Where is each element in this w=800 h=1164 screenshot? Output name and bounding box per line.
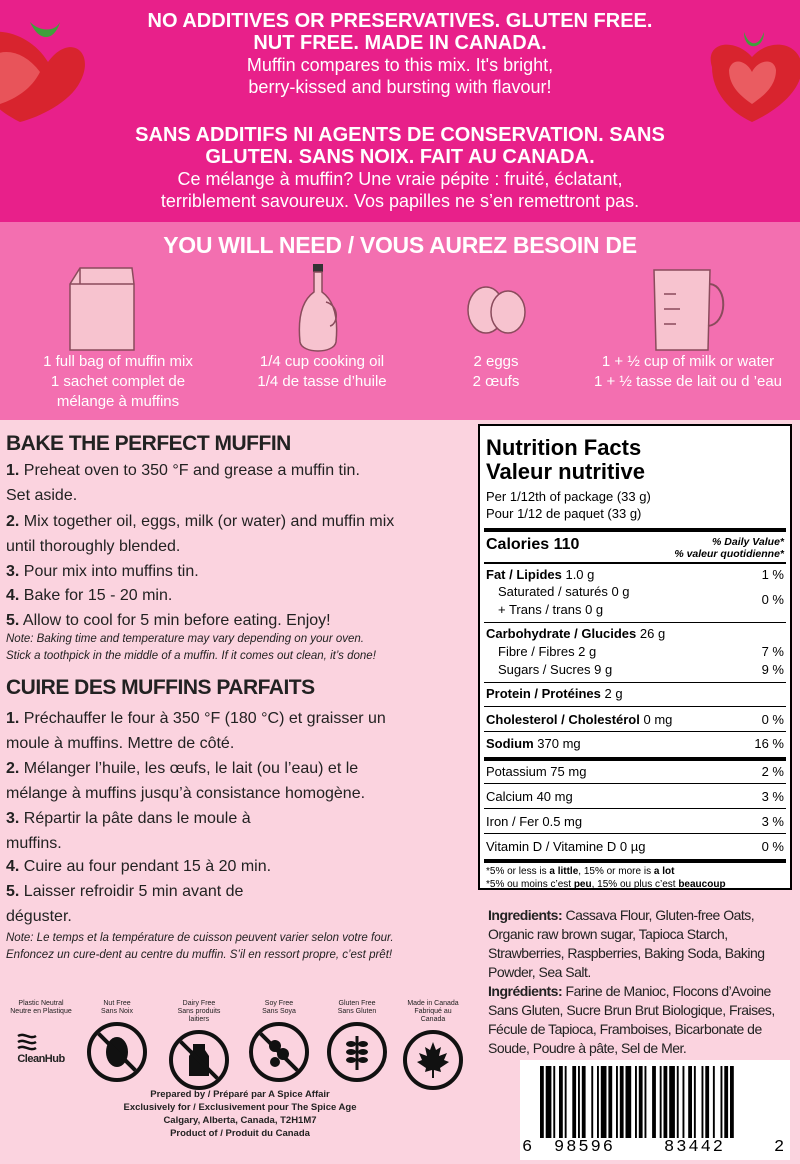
barcode-bar [677, 1066, 679, 1138]
nutrient-label: Potassium 75 mg [486, 764, 587, 779]
step-number: 2. [6, 760, 20, 777]
barcode-bar [591, 1066, 593, 1138]
barcode-bar [683, 1066, 685, 1138]
you-will-need-section [0, 222, 800, 420]
need-item-oil [232, 352, 412, 392]
protein-row [486, 686, 784, 701]
barcode-bar [578, 1066, 580, 1138]
nutrition-title-fr: Valeur nutritive [486, 459, 645, 484]
nutrition-facts-table [478, 424, 792, 890]
step-fr-5 [6, 879, 468, 929]
badge-label-fr: Neutre en Plastique [10, 1008, 72, 1015]
step-text-2: Set aside. [6, 487, 78, 504]
nutrient-label: Calcium 40 mg [486, 789, 573, 804]
serving-fr: Pour 1/12 de paquet (33 g) [486, 506, 642, 521]
need-item-fr-2: mélange à muffins [56, 393, 180, 410]
barcode-bar [721, 1066, 723, 1138]
step-text: Cuire au four pendant 15 à 20 min. [23, 858, 272, 875]
cleanhub-label: CleanHub [17, 1053, 65, 1065]
nutrient-pct: 7 % [761, 644, 784, 659]
step-text: Répartir la pâte dans le moule à [23, 810, 251, 827]
barcode-bar [626, 1066, 632, 1138]
nutrient-label: Sodium [486, 736, 534, 751]
barcode-bar [546, 1066, 552, 1138]
step-text: Mix together oil, eggs, milk (or water) and muffin mix [23, 513, 395, 530]
nutrient-pct: 3 % [761, 789, 784, 804]
banner-text-en-1: Muffin compares to this mix. It's bright, [246, 55, 554, 75]
note-en [6, 631, 468, 665]
banner-text-fr-2: terriblement savoureux. Vos papilles ne s’en remettront pas. [160, 191, 640, 211]
sodium-row [486, 736, 784, 751]
footnote-bold: beaucoup [678, 879, 726, 890]
barcode-bar [702, 1066, 704, 1138]
note-line: Stick a toothpick in the middle of a muffin. If it comes out clean, it’s done! [6, 650, 376, 662]
barcode-bar [572, 1066, 576, 1138]
barcode-bar [601, 1066, 607, 1138]
serving-en: Per 1/12th of package (33 g) [486, 489, 651, 504]
nutrient-pct: 2 % [761, 764, 784, 779]
bake-heading-en: BAKE THE PERFECT MUFFIN [6, 432, 291, 455]
bake-heading-fr: CUIRE DES MUFFINS PARFAITS [6, 676, 315, 699]
badge-label: Nut Free [103, 1000, 131, 1007]
footnote-fr [486, 879, 784, 890]
nutrient-label: + Trans / trans 0 g [498, 602, 604, 617]
gluten-free-icon [331, 1026, 383, 1078]
fat-row [486, 567, 784, 582]
badge-label: Plastic Neutral [18, 1000, 64, 1007]
barcode-bar [540, 1066, 544, 1138]
step-text: Bake for 15 - 20 min. [23, 587, 173, 604]
no-dairy-icon [173, 1034, 225, 1086]
step-en-2 [6, 509, 468, 559]
need-item-en: 1 + ½ cup of milk or water [601, 353, 775, 370]
nutrient-amount: 370 mg [537, 736, 581, 751]
banner-heading-en-1: NO ADDITIVES OR PRESERVATIVES. GLUTEN FREE. [147, 10, 653, 32]
step-number: 5. [6, 883, 20, 900]
step-text: Laisser refroidir 5 min avant de [23, 883, 244, 900]
footnote-text: *5% ou moins c’est [486, 879, 574, 890]
nutrient-pct: 0 % [761, 839, 784, 854]
step-number: 5. [6, 612, 20, 629]
cleanhub-logo [16, 1030, 66, 1052]
paper-bag-icon [66, 264, 138, 352]
nutrient-pct: 9 % [761, 662, 784, 677]
badge-label-fr: Sans Soya [262, 1008, 296, 1015]
barcode-bar [582, 1066, 586, 1138]
step-number: 1. [6, 462, 20, 479]
nutrient-amount: 2 g [604, 686, 623, 701]
dv-header [486, 536, 784, 560]
barcode-bar [652, 1066, 656, 1138]
dv-fr: % valeur quotidienne* [674, 548, 784, 560]
barcode-bar [660, 1066, 662, 1138]
nutrient-label: Sugars / Sucres 9 g [498, 662, 613, 677]
barcode-digit-last: 2 [774, 1138, 787, 1157]
calories-row: Calories 110 [486, 536, 580, 553]
need-item-fr: 1 sachet complet de [50, 373, 186, 390]
ingredients-fr [488, 982, 788, 1058]
sugars-row [486, 662, 784, 677]
ingredients-block [488, 906, 788, 1058]
potassium-row [486, 764, 784, 779]
divider [484, 859, 786, 863]
need-item-en: 1/4 cup cooking oil [259, 353, 385, 370]
divider [484, 783, 786, 784]
divider [484, 622, 786, 623]
barcode-bar [597, 1066, 599, 1138]
barcode-bar [664, 1066, 668, 1138]
step-number: 3. [6, 563, 20, 580]
prepared-line: Prepared by / Préparé par A Spice Affair [150, 1089, 330, 1100]
measuring-cup-icon [646, 264, 728, 354]
banner-text-en-2: berry-kissed and bursting with flavour! [248, 77, 552, 97]
nutrient-pct: 1 % [761, 567, 784, 582]
cholesterol-row [486, 712, 784, 727]
ingredients-en [488, 906, 788, 982]
divider [484, 808, 786, 809]
step-text: Préchauffer le four à 350 °F (180 °C) et graisser un [23, 710, 386, 727]
note-line: Note: Le temps et la température de cuisson peuvent varier selon votre four. [6, 932, 394, 944]
calcium-row [486, 789, 784, 804]
ingredients-text: Farine de Manioc, Flocons d’Avoine Sans Gluten, Sucre Brun Brut Biologique, Fraises, Fécule de Tapioca, Framboises, Bicarbonate de Soude, Poudre à pâte, Sel de Mer. [488, 983, 775, 1056]
need-item-fr: 1/4 de tasse d’huile [257, 373, 387, 390]
step-text-2: moule à muffins. Mettre de côté. [6, 735, 235, 752]
badge-label-fr: Fabriqué au Canada [414, 1008, 452, 1023]
badge-plastic-neutral [10, 1000, 72, 1063]
carb-row [486, 626, 784, 641]
need-item-en: 2 eggs [473, 353, 519, 370]
barcode-bar [724, 1066, 728, 1138]
step-en-3 [6, 559, 468, 584]
step-number: 4. [6, 858, 20, 875]
saturated-row: Saturated / saturés 0 g [498, 584, 630, 599]
step-text: Preheat oven to 350 °F and grease a muffin tin. [23, 462, 360, 479]
divider [484, 706, 786, 707]
barcode-bars [520, 1060, 790, 1140]
step-text-2: until thoroughly blended. [6, 538, 181, 555]
nutrient-pct: 0 % [761, 712, 784, 727]
barcode-bar [616, 1066, 618, 1138]
prepared-line: Product of / Produit du Canada [170, 1128, 310, 1139]
footnote-text: , 15% or more is [578, 866, 654, 877]
barcode-bar [645, 1066, 647, 1138]
badge-label-fr: Sans produits laitiers [177, 1008, 221, 1023]
divider [484, 562, 786, 564]
ingredients-text: Cassava Flour, Gluten-free Oats, Organic raw brown sugar, Tapioca Starch, Strawberries, Raspberries, Baking Soda, Baking Powder, Sea Salt. [488, 907, 765, 980]
note-line: Enfoncez un cure-dent au centre du muffin. S’il en ressort propre, c’est prêt! [6, 949, 393, 961]
badge-label-fr: Sans Gluten [337, 1008, 377, 1015]
note-fr [6, 930, 468, 964]
vitamin-d-row [486, 839, 784, 854]
footnote-text: *5% or less is [486, 866, 550, 877]
step-number: 2. [6, 513, 20, 530]
barcode-bar [639, 1066, 643, 1138]
need-item-fr: 1 + ½ tasse de lait ou d ’eau [593, 373, 783, 390]
step-number: 4. [6, 587, 20, 604]
barcode-bar [565, 1066, 567, 1138]
step-fr-3 [6, 806, 468, 856]
footnote-bold: peu [573, 879, 592, 890]
you-will-need-title: YOU WILL NEED / VOUS AUREZ BESOIN DE [163, 232, 637, 258]
nutrient-label: Vitamin D / Vitamine D 0 µg [486, 839, 646, 854]
nutrient-amount: 0 mg [643, 712, 673, 727]
step-fr-4 [6, 854, 468, 879]
step-text-2: muffins. [6, 835, 62, 852]
nutrient-label: Iron / Fer 0.5 mg [486, 814, 583, 829]
barcode-digits-right: 83442 [664, 1138, 726, 1157]
barcode-bar [688, 1066, 692, 1138]
nutrient-label: Cholesterol / Cholestérol [486, 712, 640, 727]
badge-made-in-canada [402, 1000, 464, 1090]
barcode [520, 1060, 790, 1160]
footnote-en [486, 866, 784, 877]
nutrient-label: Fat / Lipides [486, 567, 562, 582]
barcode-bar [620, 1066, 624, 1138]
barcode-digit-first: 6 [522, 1138, 535, 1157]
nutrient-amount: 1.0 g [565, 567, 595, 582]
badge-label: Made in Canada [407, 1000, 459, 1007]
maple-leaf-icon [407, 1034, 459, 1086]
need-item-fr: 2 œufs [472, 373, 520, 390]
banner-heading-fr-2: GLUTEN. SANS NOIX. FAIT AU CANADA. [205, 146, 595, 168]
need-item-milk [576, 352, 800, 392]
barcode-bar [559, 1066, 563, 1138]
prepared-line: Calgary, Alberta, Canada, T2H1M7 [163, 1115, 317, 1126]
badge-label: Soy Free [264, 1000, 294, 1007]
badge-dairy-free [168, 1000, 230, 1090]
barcode-bar [705, 1066, 709, 1138]
step-text: Mélanger l’huile, les œufs, le lait (ou l’eau) et le [23, 760, 359, 777]
nutrient-pct: 16 % [754, 736, 784, 751]
step-text-2: mélange à muffins jusqu’à consistance homogène. [6, 785, 366, 802]
no-nuts-icon [91, 1026, 143, 1078]
nutrient-amount: 26 g [639, 626, 666, 641]
nutrient-label: Protein / Protéines [486, 686, 601, 701]
fat-combined-pct: 0 % [761, 592, 784, 607]
nutrient-label: Fibre / Fibres 2 g [498, 644, 597, 659]
badge-label-fr: Sans Noix [101, 1008, 133, 1015]
dv-en: % Daily Value* [712, 536, 784, 548]
eggs-icon [464, 278, 528, 336]
barcode-bar [635, 1066, 637, 1138]
step-fr-2 [6, 756, 468, 806]
step-en-5 [6, 608, 468, 633]
barcode-bar [730, 1066, 734, 1138]
nutrient-pct: 3 % [761, 814, 784, 829]
banner-heading-fr-1: SANS ADDITIFS NI AGENTS DE CONSERVATION. SANS [135, 124, 665, 146]
barcode-bar [553, 1066, 555, 1138]
footnote-bold: a little [549, 866, 579, 877]
badge-nut-free [86, 1000, 148, 1082]
prepared-by-block [120, 1088, 360, 1140]
no-soy-icon [253, 1026, 305, 1078]
barcode-bar [713, 1066, 715, 1138]
step-number: 3. [6, 810, 20, 827]
nutrient-label: Carbohydrate / Glucides [486, 626, 637, 641]
footnote-text: , 15% ou plus c’est [591, 879, 679, 890]
step-text: Allow to cool for 5 min before eating. Enjoy! [22, 612, 331, 629]
badge-label: Dairy Free [182, 1000, 216, 1007]
need-item-muffin-mix [18, 352, 218, 412]
nutrition-title-en: Nutrition Facts [486, 435, 642, 460]
badge-gluten-free [326, 1000, 388, 1082]
barcode-bar [608, 1066, 612, 1138]
divider [484, 682, 786, 683]
prepared-line: Exclusively for / Exclusivement pour The Spice Age [123, 1102, 357, 1113]
divider [484, 528, 786, 532]
step-en-1 [6, 458, 468, 508]
oil-bottle-icon [296, 262, 340, 356]
badge-label: Gluten Free [338, 1000, 376, 1007]
fibre-row [486, 644, 784, 659]
step-en-4 [6, 583, 468, 608]
step-number: 1. [6, 710, 20, 727]
ingredients-label: Ingredients: [488, 907, 563, 923]
divider [484, 757, 786, 761]
iron-row [486, 814, 784, 829]
barcode-digits-left: 98596 [554, 1138, 616, 1157]
step-text-2: déguster. [6, 908, 72, 925]
banner-heading-en-2: NUT FREE. MADE IN CANADA. [253, 32, 547, 54]
barcode-bar [669, 1066, 675, 1138]
divider [484, 731, 786, 732]
badge-soy-free [248, 1000, 310, 1082]
step-fr-1 [6, 706, 468, 756]
banner-text-fr-1: Ce mélange à muffin? Une vraie pépite : fruité, éclatant, [177, 169, 623, 189]
need-item-en: 1 full bag of muffin mix [43, 353, 193, 370]
ingredients-label: Ingrédients: [488, 983, 563, 999]
footnote-bold: a lot [653, 866, 675, 877]
top-banner [0, 0, 800, 222]
divider [484, 833, 786, 834]
note-line: Note: Baking time and temperature may vary depending on your oven. [6, 633, 364, 645]
step-text: Pour mix into muffins tin. [23, 563, 199, 580]
need-item-eggs [436, 352, 556, 392]
barcode-bar [694, 1066, 696, 1138]
